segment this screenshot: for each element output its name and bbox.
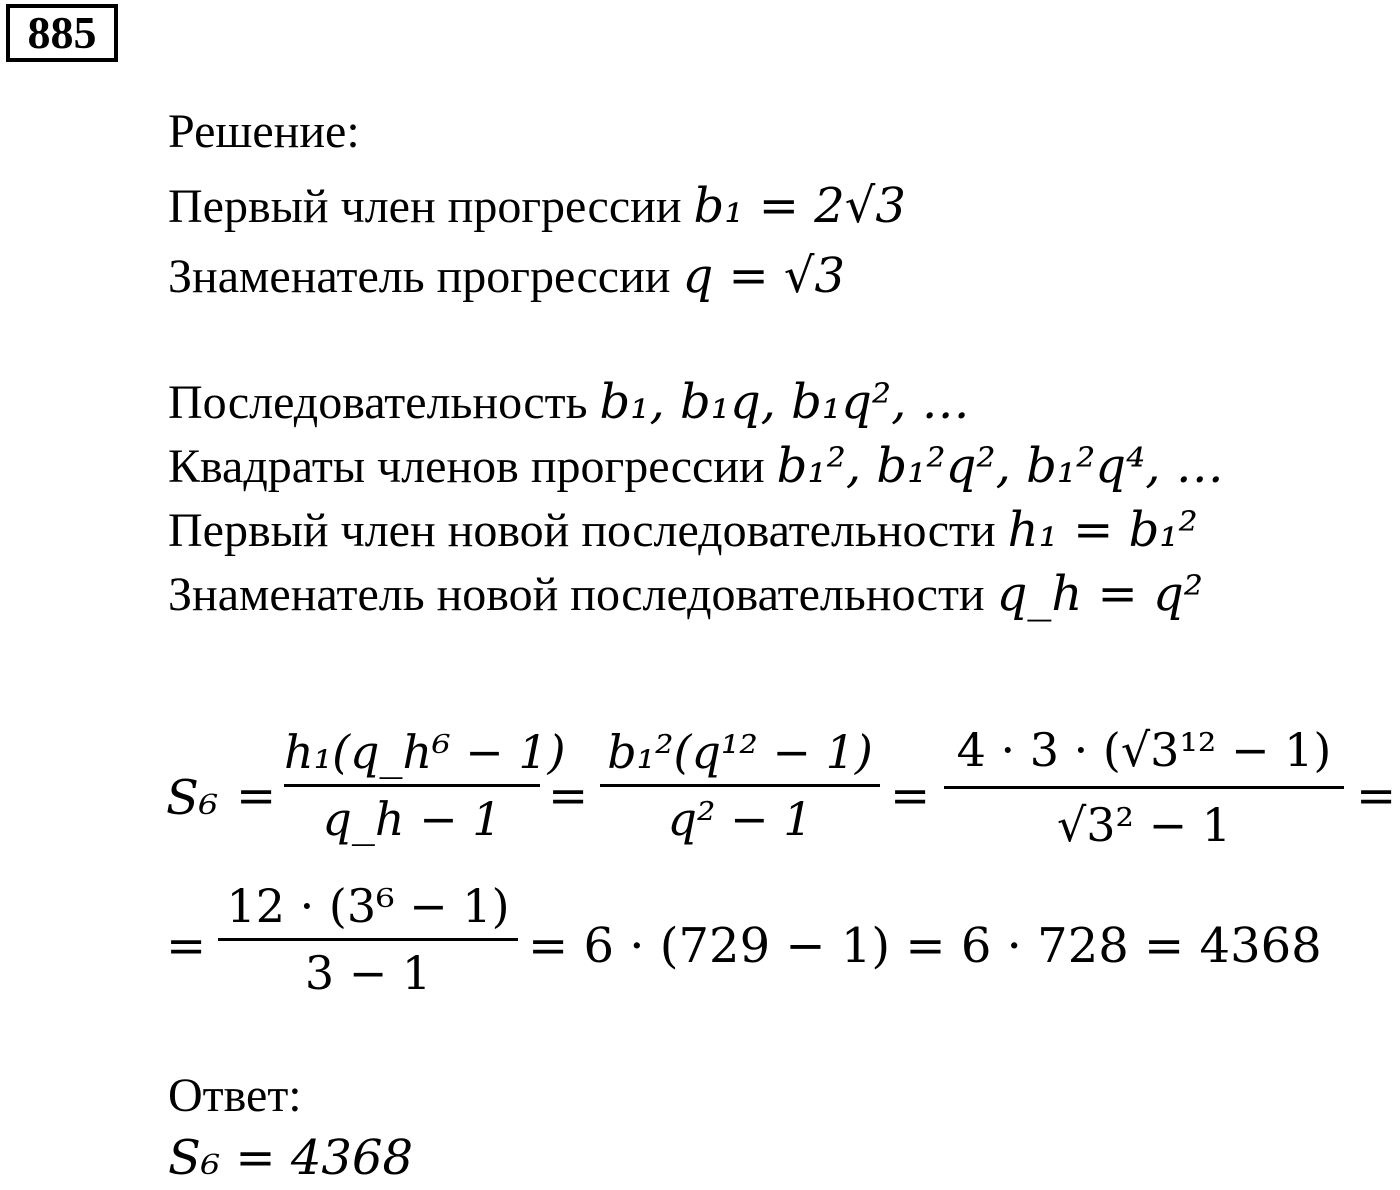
equals-sign: = — [166, 918, 207, 974]
step-new-first-term — [168, 502, 1198, 559]
fraction-3-numerator: 4 · 3 · (√3¹² − 1) — [956, 723, 1332, 777]
given-first-term-math: b₁ = 2√3 — [693, 178, 906, 234]
step-sequence-math: b₁, b₁q, b₁q², … — [599, 374, 970, 430]
fraction-2-denominator: q² − 1 — [667, 792, 813, 846]
step-new-ratio-math: q_h = q² — [996, 566, 1203, 622]
equals-sign: = — [236, 768, 277, 824]
fraction-1 — [284, 722, 566, 849]
step-sequence — [168, 374, 970, 431]
fraction-1-numerator: h₁(q_h⁶ − 1) — [284, 725, 566, 779]
answer-label: Ответ: — [168, 1069, 302, 1122]
fraction-4 — [218, 876, 518, 1003]
equals-sign: = — [548, 768, 589, 824]
problem-number: 885 — [6, 4, 118, 62]
step-new-ratio — [168, 566, 1203, 623]
equals-sign: = — [890, 768, 931, 824]
fraction-3 — [944, 716, 1344, 859]
given-ratio-text: Знаменатель прогрессии — [168, 250, 671, 303]
answer-value: S₆ = 4368 — [168, 1130, 414, 1186]
given-first-term — [168, 178, 906, 235]
step-squares-math: b₁², b₁²q², b₁²q⁴, … — [776, 438, 1224, 494]
fraction-bar — [944, 786, 1344, 789]
fraction-bar — [600, 784, 880, 787]
solution-label: Решение: — [168, 105, 360, 158]
fraction-bar — [284, 784, 540, 787]
fraction-4-numerator: 12 · (3⁶ − 1) — [226, 879, 510, 933]
fraction-4-denominator: 3 − 1 — [304, 946, 432, 1000]
step-squares — [168, 438, 1224, 495]
fraction-2 — [600, 722, 880, 849]
fraction-bar — [218, 938, 518, 941]
step-new-first-term-math: h₁ = b₁² — [1007, 502, 1198, 558]
fraction-1-denominator: q_h − 1 — [322, 792, 502, 846]
formula-tail: = 6 · (729 − 1) = 6 · 728 = 4368 — [528, 918, 1322, 974]
equals-sign: = — [1356, 768, 1397, 824]
given-ratio — [168, 248, 845, 305]
formula-lhs: S₆ — [166, 770, 219, 826]
fraction-3-denominator: √3² − 1 — [1056, 798, 1232, 852]
given-first-term-text: Первый член прогрессии — [168, 180, 682, 233]
step-new-ratio-text: Знаменатель новой последовательности — [168, 568, 985, 621]
step-squares-text: Квадраты членов прогрессии — [168, 440, 765, 493]
fraction-2-numerator: b₁²(q¹² − 1) — [607, 725, 873, 779]
step-new-first-term-text: Первый член новой последовательности — [168, 504, 996, 557]
step-sequence-text: Последовательность — [168, 376, 588, 429]
given-ratio-math: q = √3 — [682, 248, 846, 304]
